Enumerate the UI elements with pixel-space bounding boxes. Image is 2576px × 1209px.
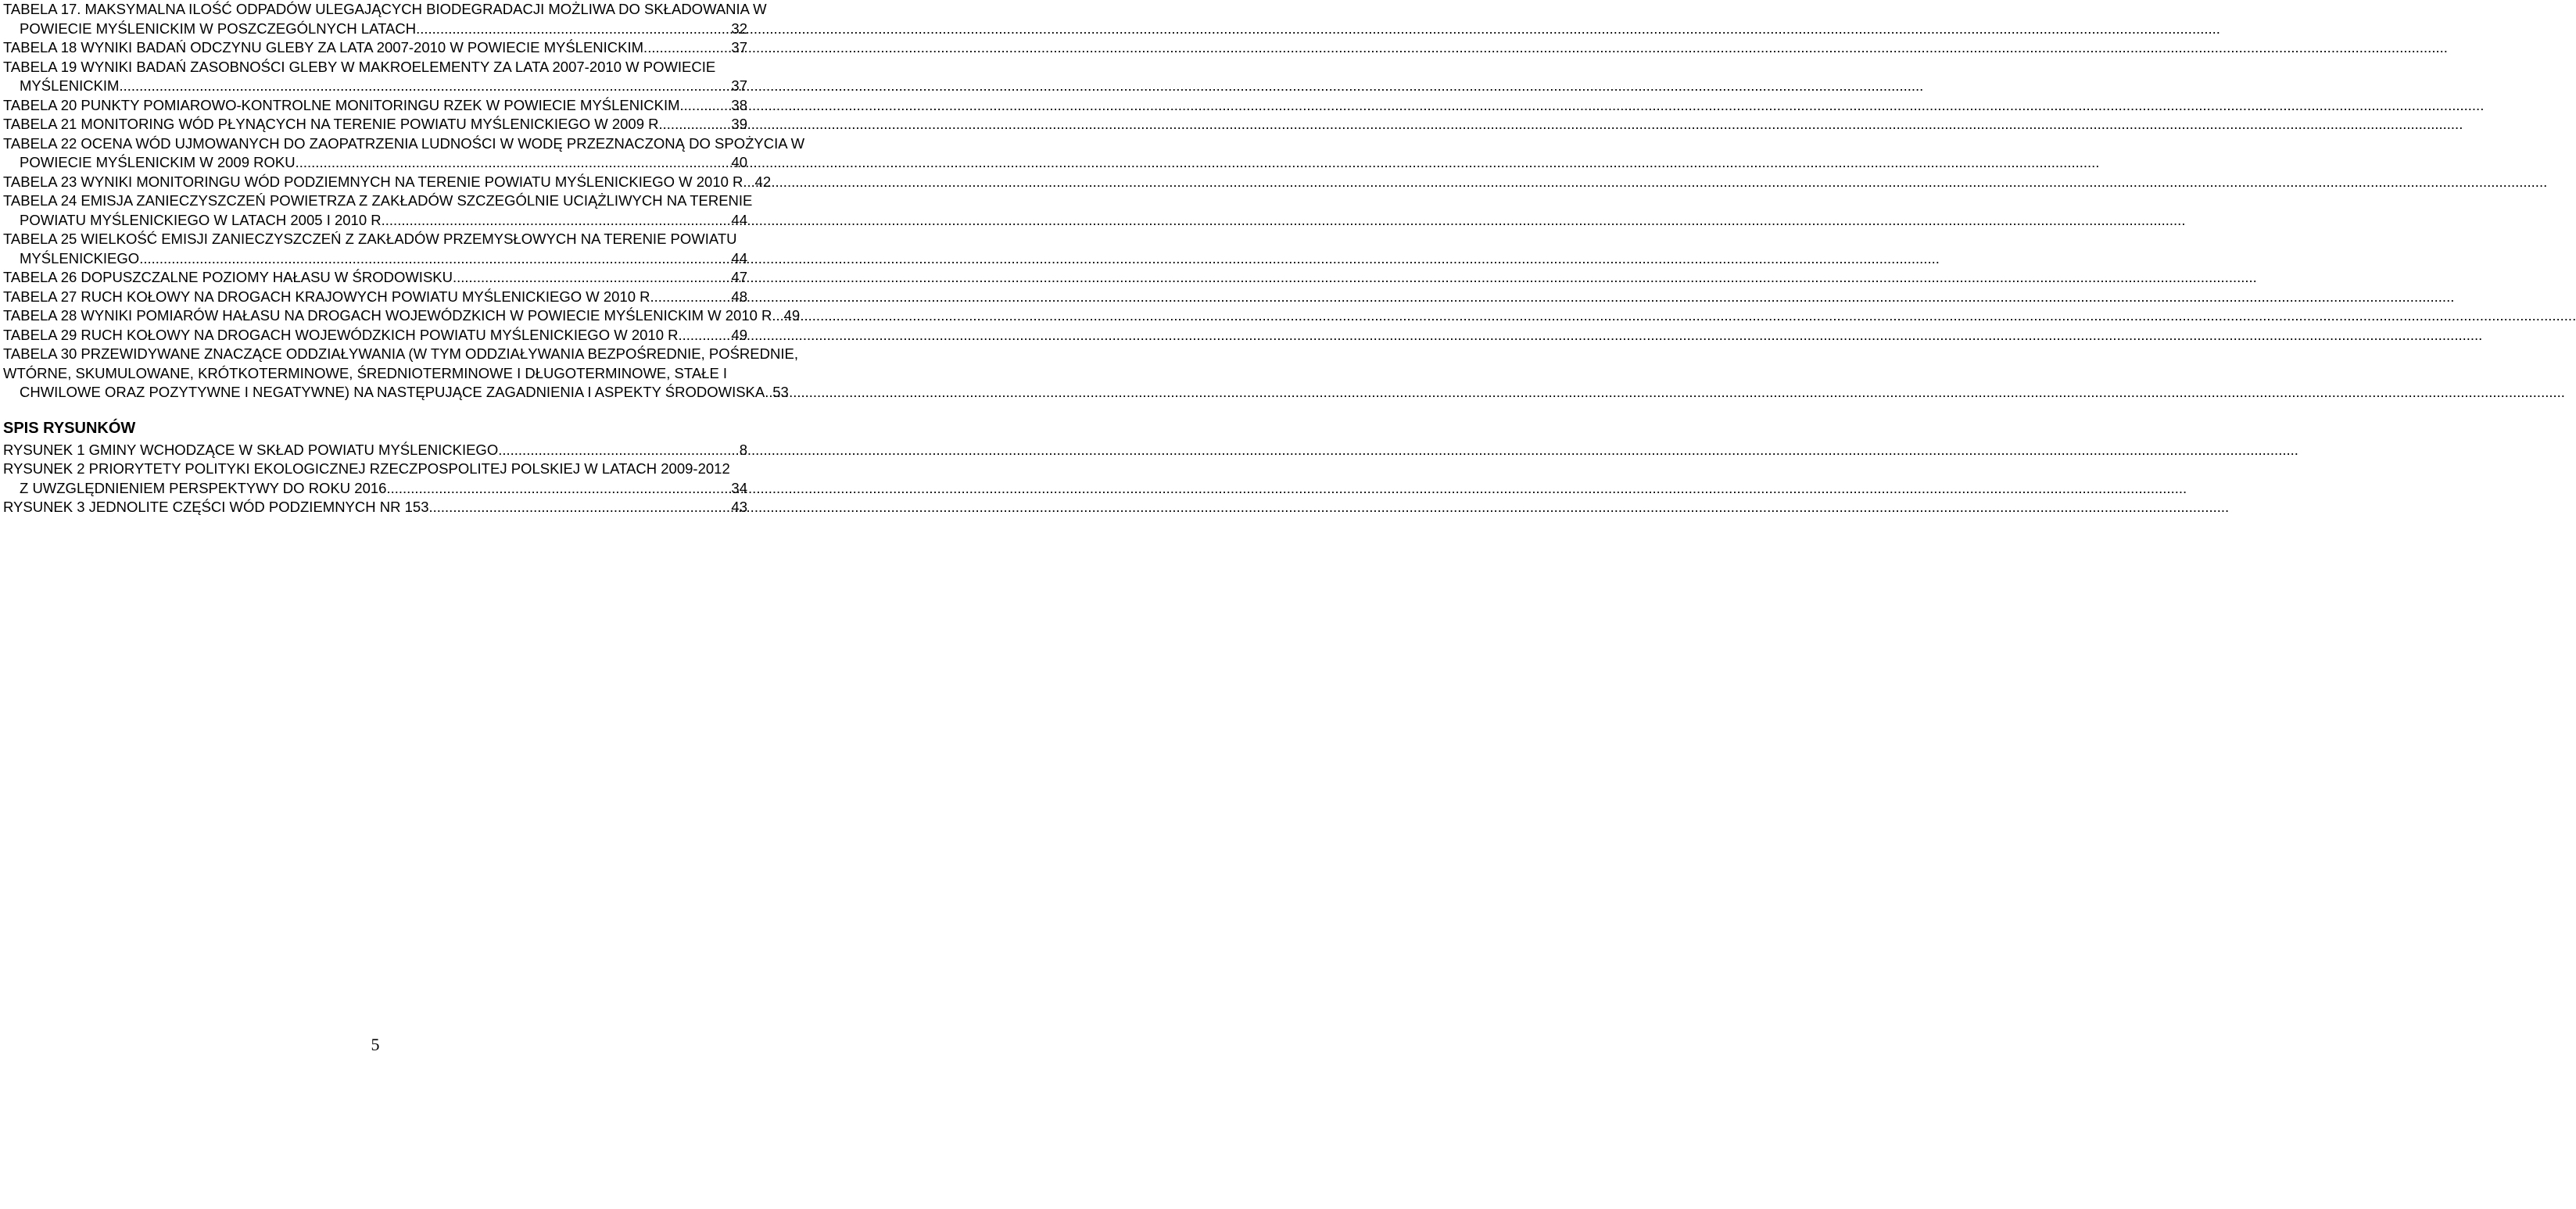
entry-title-line: TABELA 30 PRZEWIDYWANE ZNACZĄCE ODDZIAŁYWANIA (W TYM ODDZIAŁYWANIA BEZPOŚREDNIE, POŚREDNIE, [3, 345, 798, 362]
dot-leader [647, 38, 729, 58]
toc-table-entry[interactable] [3, 306, 801, 326]
entry-page-number: 38 [731, 96, 747, 113]
dot-leader [386, 479, 729, 499]
toc-table-entry[interactable] [3, 134, 805, 173]
entry-page-number: 48 [731, 288, 747, 305]
toc-table-entry[interactable] [3, 38, 747, 58]
list-of-figures [3, 441, 747, 517]
entry-page-number: 47 [731, 269, 747, 285]
entry-page-number: 8 [739, 441, 747, 458]
dot-leader [684, 96, 730, 116]
entry-title-last-line: TABELA 23 WYNIKI MONITORINGU WÓD PODZIEMNYCH NA TERENIE POWIATU MYŚLENICKIEGO W 2010 R. [3, 173, 747, 190]
toc-table-entry[interactable] [3, 173, 772, 192]
toc-table-entry[interactable] [3, 115, 747, 134]
entry-title-last-line: MYŚLENICKIM. [20, 77, 124, 94]
entry-title-last-line: MYŚLENICKIEGO [20, 249, 140, 266]
dot-leader [385, 211, 730, 231]
toc-figure-entry[interactable] [3, 441, 747, 460]
dot-leader [747, 173, 754, 192]
entry-page-number: 53 [772, 384, 789, 400]
dot-leader [124, 77, 730, 96]
entry-title-last-line: TABELA 27 RUCH KOŁOWY NA DROGACH KRAJOWYCH POWIATU MYŚLENICKIEGO W 2010 R. [3, 288, 654, 305]
toc-figure-entry[interactable] [3, 498, 747, 517]
entry-page-number: 40 [731, 154, 747, 170]
entry-title-last-line: TABELA 20 PUNKTY POMIAROWO-KONTROLNE MONITORINGU RZEK W POWIECIE MYŚLENICKIM. [3, 96, 684, 113]
entry-page-number: 39 [731, 116, 747, 132]
entry-title-last-line: RYSUNEK 3 JEDNOLITE CZĘŚCI WÓD PODZIEMNYCH NR 153 [3, 499, 429, 515]
entry-title-last-line: TABELA 28 WYNIKI POMIARÓW HAŁASU NA DROGACH WOJEWÓDZKICH W POWIECIE MYŚLENICKIM W 2010 R. [3, 307, 776, 324]
dot-leader [299, 153, 730, 173]
entry-page-number: 37 [731, 39, 747, 55]
entry-title-last-line: TABELA 29 RUCH KOŁOWY NA DROGACH WOJEWÓDZKICH POWIATU MYŚLENICKIEGO W 2010 R. [3, 326, 683, 343]
entry-title-last-line: TABELA 18 WYNIKI BADAŃ ODCZYNU GLEBY ZA LATA 2007-2010 W POWIECIE MYŚLENICKIM. [3, 39, 648, 55]
toc-table-entry[interactable] [3, 345, 798, 402]
list-of-tables [3, 0, 805, 402]
entry-title-last-line: POWIECIE MYŚLENICKIM W 2009 ROKU. [20, 154, 299, 170]
entry-page-number: 44 [731, 249, 747, 266]
entry-title-last-line: RYSUNEK 1 GMINY WCHODZĄCE W SKŁAD POWIATU MYŚLENICKIEGO [3, 441, 499, 458]
entry-title-last-line: POWIATU MYŚLENICKIEGO W LATACH 2005 I 2010 R. [20, 211, 385, 228]
entry-title-line: TABELA 17. MAKSYMALNA ILOŚĆ ODPADÓW ULEGAJĄCYCH BIODEGRADACJI MOŻLIWA DO SKŁADOWANIA W [3, 1, 767, 17]
dot-leader [457, 268, 729, 288]
dot-leader [654, 288, 730, 307]
entry-page-number: 49 [783, 307, 801, 324]
entry-page-number: 43 [731, 499, 747, 515]
entry-page-number: 42 [754, 173, 772, 190]
toc-table-entry[interactable] [3, 288, 747, 307]
entry-title-line: TABELA 25 WIELKOŚĆ EMISJI ZANIECZYSZCZEŃ Z ZAKŁADÓW PRZEMYSŁOWYCH NA TERENIE POWIATU [3, 231, 737, 247]
toc-table-entry[interactable] [3, 326, 747, 345]
dot-leader [139, 249, 729, 269]
toc-table-entry[interactable] [3, 96, 747, 116]
figures-section-heading: SPIS RYSUNKÓW [3, 419, 136, 437]
entry-title-line: WTÓRNE, SKUMULOWANE, KRÓTKOTERMINOWE, ŚREDNIOTERMINOWE I DŁUGOTERMINOWE, STAŁE I [3, 364, 728, 381]
toc-table-entry[interactable] [3, 191, 753, 230]
dot-leader [663, 115, 730, 134]
entry-page-number: 32 [731, 20, 747, 37]
toc-figure-entry[interactable] [3, 460, 747, 498]
toc-table-entry[interactable] [3, 230, 747, 268]
dot-leader [765, 383, 771, 402]
entry-title-line: TABELA 19 WYNIKI BADAŃ ZASOBNOŚCI GLEBY W MAKROELEMENTY ZA LATA 2007-2010 W POWIECIE [3, 58, 716, 75]
entry-title-last-line: CHWILOWE ORAZ POZYTYWNE I NEGATYWNE) NA NASTĘPUJĄCE ZAGADNIENIA I ASPEKTY ŚRODOWISKA [20, 384, 765, 400]
table-of-contents [3, 0, 805, 517]
entry-page-number: 37 [731, 77, 747, 94]
dot-leader [683, 326, 730, 345]
entry-title-line: TABELA 22 OCENA WÓD UJMOWANYCH DO ZAOPATRZENIA LUDNOŚCI W WODĘ PRZEZNACZONĄ DO SPOŻYCIA W [3, 134, 805, 152]
toc-table-entry[interactable] [3, 0, 767, 38]
page-number: 5 [371, 1035, 380, 1054]
entry-title-last-line: TABELA 21 MONITORING WÓD PŁYNĄCYCH NA TERENIE POWIATU MYŚLENICKIEGO W 2009 R. [3, 116, 663, 132]
dot-leader [428, 498, 729, 517]
toc-table-entry[interactable] [3, 58, 747, 96]
entry-title-last-line: POWIECIE MYŚLENICKIM W POSZCZEGÓLNYCH LATACH. [20, 20, 421, 37]
entry-title-last-line: Z UWZGLĘDNIENIEM PERSPEKTYWY DO ROKU 2016 [20, 479, 387, 496]
dot-leader [420, 20, 729, 39]
entry-page-number: 34 [731, 479, 747, 496]
entry-title-last-line: TABELA 26 DOPUSZCZALNE POZIOMY HAŁASU W ŚRODOWISKU. [3, 269, 457, 285]
toc-table-entry[interactable] [3, 268, 747, 288]
dot-leader [776, 306, 783, 326]
dot-leader [498, 441, 737, 460]
entry-title-line: RYSUNEK 2 PRIORYTETY POLITYKI EKOLOGICZNEJ RZECZPOSPOLITEJ POLSKIEJ W LATACH 2009-2012 [3, 460, 730, 477]
entry-page-number: 49 [731, 326, 747, 343]
entry-title-line: TABELA 24 EMISJA ZANIECZYSZCZEŃ POWIETRZA Z ZAKŁADÓW SZCZEGÓLNIE UCIĄŻLIWYCH NA TERENIE [3, 192, 753, 209]
entry-page-number: 44 [731, 211, 747, 228]
